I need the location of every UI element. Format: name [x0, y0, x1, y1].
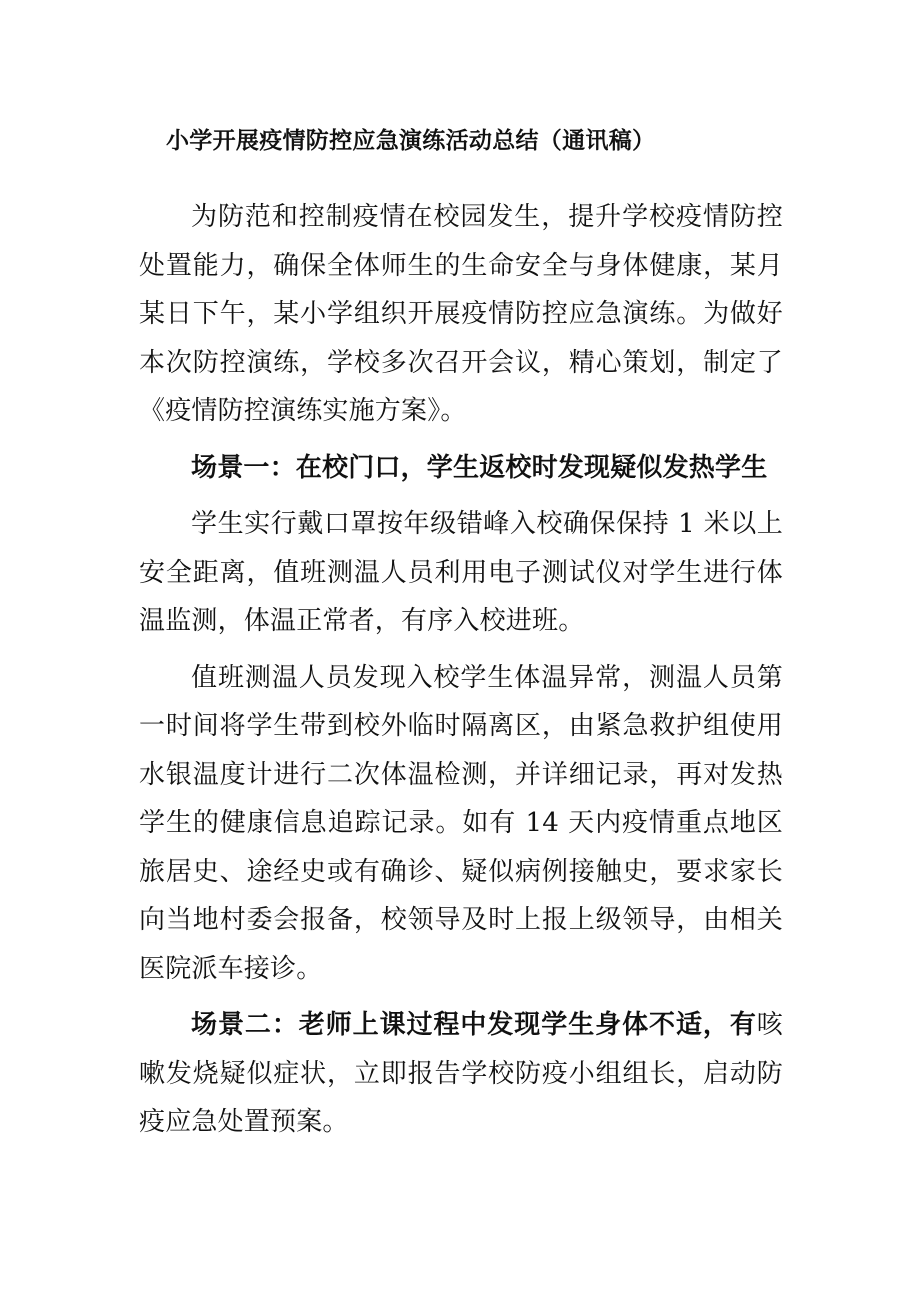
scene1-paragraph-1: 学生实行戴口罩按年级错峰入校确保保持 1 米以上安全距离，值班测温人员利用电子测试仪对学生进行体温监测，体温正常者，有序入校进班。 [139, 509, 783, 636]
document-title: 小学开展疫情防控应急演练活动总结（通讯稿） [166, 127, 656, 154]
scene2-text: 咳嗽发烧疑似症状，立即报告学校防疫小组组长，启动防疫应急处置预案。 [139, 1010, 783, 1137]
document-body [139, 193, 783, 1155]
intro-paragraph: 为防范和控制疫情在校园发生，提升学校疫情防控处置能力，确保全体师生的生命安全与身体健康，某月某日下午，某小学组织开展疫情防控应急演练。为做好本次防控演练，学校多次召开会议，精心策划，制定了《疫情防控演练实施方案》。 [139, 202, 783, 426]
scene2-paragraph [139, 1001, 783, 1147]
scene1-paragraph-2: 值班测温人员发现入校学生体温异常，测温人员第一时间将学生带到校外临时隔离区，由紧急救护组使用水银温度计进行二次体温检测，并详细记录，再对发热学生的健康信息追踪记录。如有 14 天内疫情重点地区旅居史、途经史或有确诊、疑似病例接触史，要求家长向当地村委会报备，校领导及时上报上级领导，由相关医院派车接诊。 [139, 662, 783, 984]
scene2-heading: 场景二：老师上课过程中发现学生身体不适，有 [191, 1010, 757, 1040]
scene1-heading: 场景一：在校门口，学生返校时发现疑似发热学生 [191, 452, 768, 483]
